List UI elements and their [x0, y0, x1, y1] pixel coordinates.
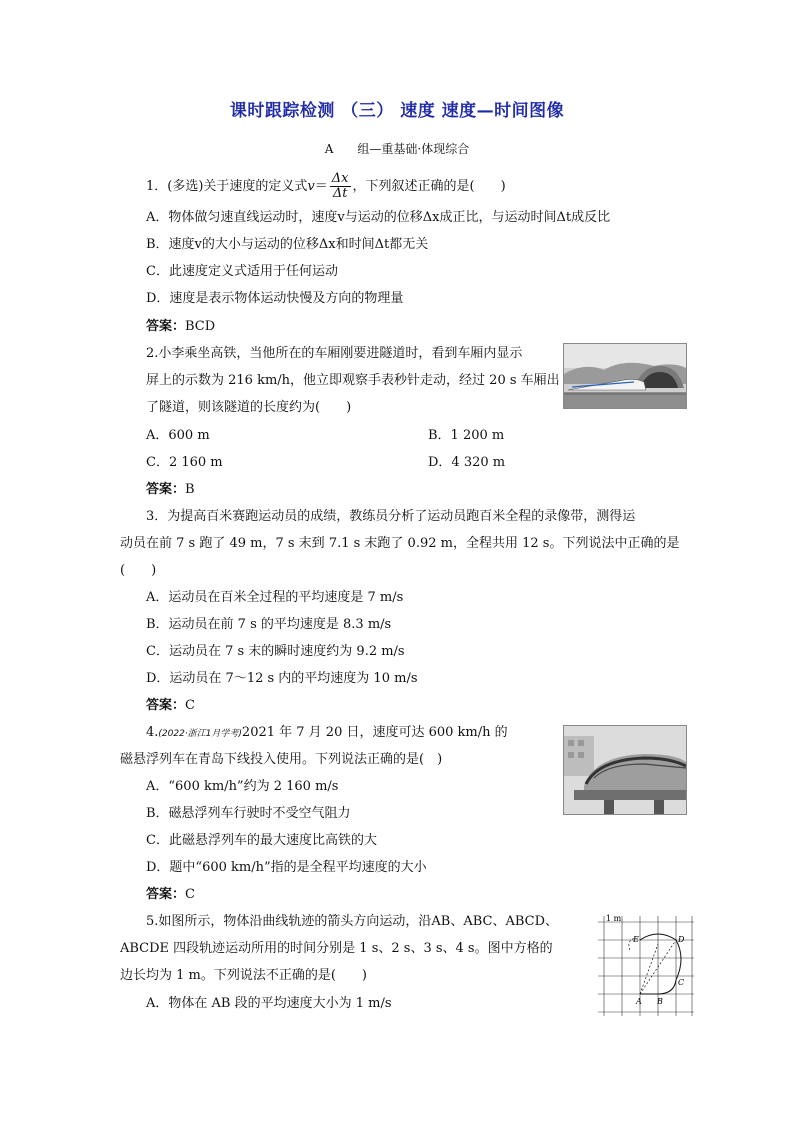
q2-option-b: B．1 200 m	[428, 428, 505, 443]
q1-formula-num: Δx	[331, 171, 349, 186]
q4-stem-line1	[146, 724, 508, 743]
q2-stem-line2: 屏上的示数为 216 km/h，他立即观察手表秒针走动，经过 20 s 车厢出	[146, 373, 560, 388]
point-label-d: D	[678, 935, 685, 944]
trajectory-grid-figure	[596, 914, 696, 1018]
section-heading: A 组—重基础·体现综合	[324, 142, 470, 156]
q2-answer-value: B	[185, 482, 195, 497]
point-label-c: C	[678, 978, 685, 987]
path-cd	[676, 940, 681, 980]
q1-option-c: C．此速度定义式适用于任何运动	[146, 264, 338, 279]
q3-answer	[146, 697, 195, 715]
q2-answer	[146, 481, 195, 499]
q4-option-d: D．题中“600 km/h”指的是全程平均速度的大小	[146, 860, 427, 875]
q3-stem-line2: 动员在前 7 s 跑了 49 m，7 s 末到 7.1 s 末跑了 0.92 m，全程共用 12 s。下列说法中正确的是	[120, 536, 680, 551]
maglev-train-photo	[563, 725, 687, 815]
point-label-b: B	[657, 997, 663, 1006]
q1-formula-eq: ＝	[314, 179, 328, 194]
q3-option-d: D．运动员在 7～12 s 内的平均速度为 10 m/s	[146, 671, 418, 686]
path-bc	[658, 980, 676, 994]
q2-stem-line3: 了隧道，则该隧道的长度约为( )	[146, 400, 352, 415]
q5-stem-line2: ABCDE 四段轨迹运动所用的时间分别是 1 s、2 s、3 s、4 s。图中方格的	[120, 941, 553, 956]
q1-formula-den: Δt	[332, 186, 348, 201]
point-label-a: A	[636, 997, 642, 1006]
q1-option-b: B．速度v的大小与运动的位移Δx和时间Δt都无关	[146, 237, 429, 252]
q1-answer	[146, 318, 215, 336]
q1-stem	[146, 172, 506, 201]
q3-answer-label: 答案：	[146, 698, 186, 713]
q3-answer-value: C	[185, 698, 195, 713]
q1-formula-v: v	[307, 179, 315, 194]
q4-stem-text: 2021 年 7 月 20 日，速度可达 600 km/h 的	[241, 725, 508, 740]
q4-answer-label: 答案：	[146, 887, 186, 902]
point-label-e: E	[633, 935, 639, 944]
q3-option-c: C．运动员在 7 s 末的瞬时速度约为 9.2 m/s	[146, 644, 405, 659]
q1-option-a: A．物体做匀速直线运动时，速度v与运动的位移Δx成正比，与运动时间Δt成反比	[146, 210, 611, 225]
q1-option-d: D．速度是表示物体运动快慢及方向的物理量	[146, 291, 404, 306]
q2-stem-line1: 2.小李乘坐高铁，当他所在的车厢刚要进隧道时，看到车厢内显示	[146, 346, 523, 361]
q3-option-b: B．运动员在前 7 s 的平均速度是 8.3 m/s	[146, 617, 392, 632]
q2-answer-label: 答案：	[146, 482, 186, 497]
q1-answer-label: 答案：	[146, 319, 186, 334]
q4-option-b: B．磁悬浮列车行驶时不受空气阻力	[146, 806, 351, 821]
q1-answer-value: BCD	[185, 319, 216, 334]
q4-answer-value: C	[185, 887, 195, 902]
q4-number: 4.	[146, 725, 159, 740]
q2-option-c: C．2 160 m	[146, 455, 223, 470]
q3-option-a: A．运动员在百米全过程的平均速度是 7 m/s	[146, 590, 404, 605]
q3-stem-line3: ( )	[120, 563, 157, 578]
page-title: 课时跟踪检测 （三） 速度 速度—时间图像	[229, 101, 565, 121]
q3-stem-line1: 3．为提高百米赛跑运动员的成绩，教练员分析了运动员跑百米全程的录像带，测得运	[146, 509, 636, 524]
q4-option-c: C．此磁悬浮列车的最大速度比高铁的大	[146, 833, 377, 848]
q5-option-a: A．物体在 AB 段的平均速度大小为 1 m/s	[146, 996, 392, 1011]
q1-stem-a: 1．(多选)关于速度的定义式	[146, 179, 308, 194]
high-speed-train-photo	[563, 343, 687, 409]
q1-formula-fraction	[330, 172, 351, 201]
q4-stem-line2: 磁悬浮列车在青岛下线投入使用。下列说法正确的是( )	[120, 752, 443, 767]
grid-scale-label: 1 m	[606, 914, 622, 923]
q2-option-d: D．4 320 m	[428, 455, 506, 470]
displacement-ae	[640, 944, 658, 994]
q4-option-a: A．“600 km/h”约为 2 160 m/s	[146, 779, 339, 794]
q2-option-a: A．600 m	[146, 428, 210, 443]
q4-source: (2022·浙江1月学考)	[158, 729, 242, 739]
q5-stem-line3: 边长均为 1 m。下列说法不正确的是( )	[120, 968, 368, 983]
q1-stem-b: ，下列叙述正确的是( )	[352, 179, 506, 194]
q5-stem-line1: 5.如图所示，物体沿曲线轨迹的箭头方向运动，沿AB、ABC、ABCD、	[146, 914, 559, 929]
grid-lines	[598, 916, 694, 1016]
q4-answer	[146, 886, 195, 904]
